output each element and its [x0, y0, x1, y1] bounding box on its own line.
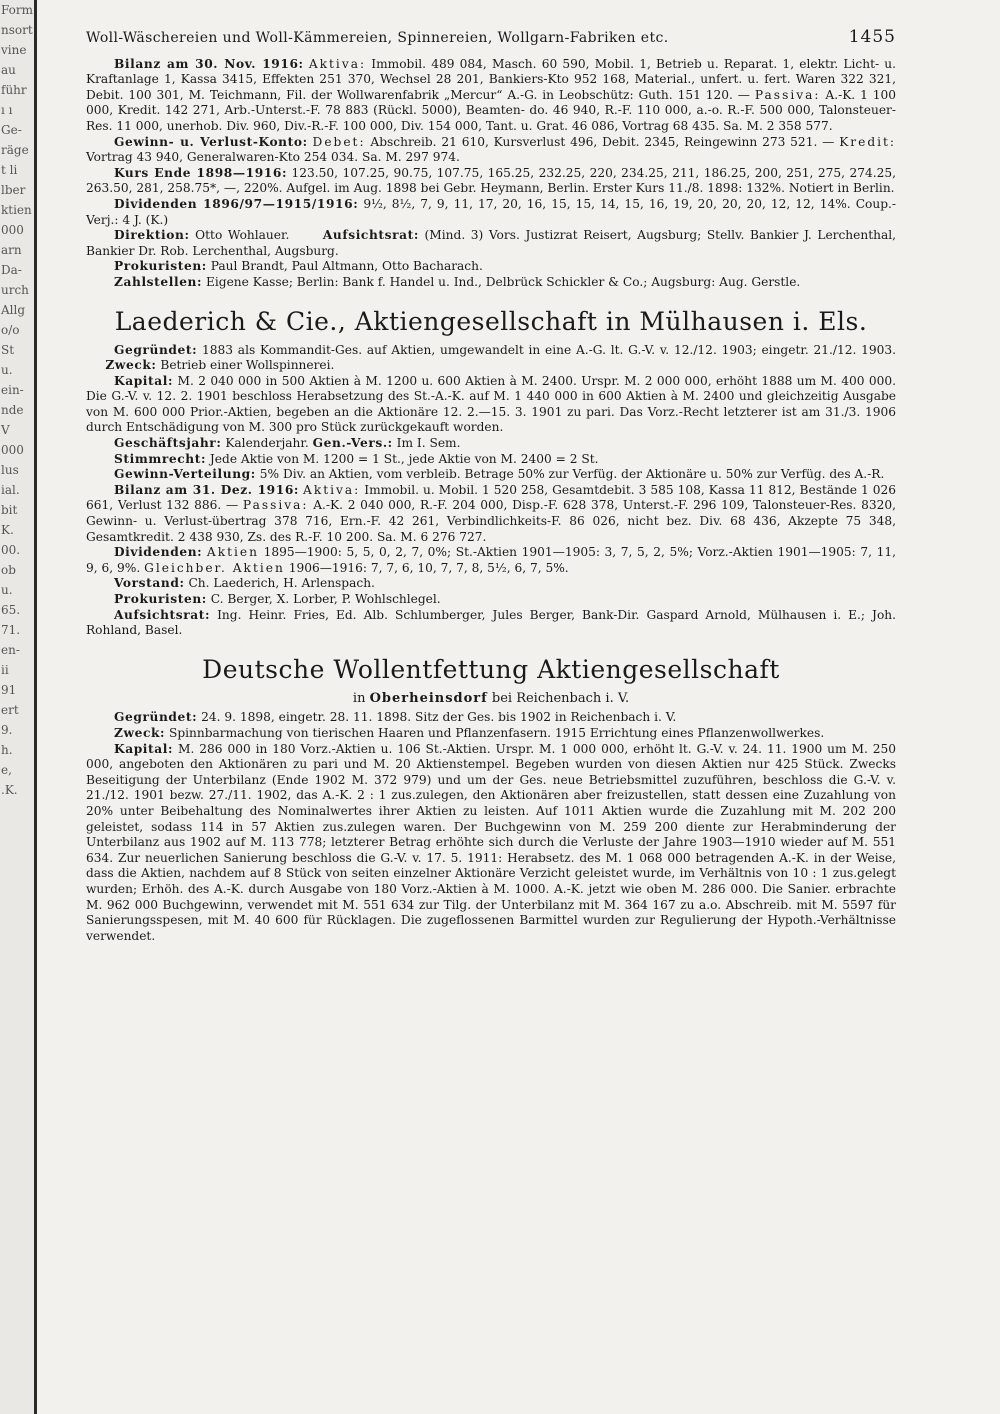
margin-fragment: Form [1, 3, 34, 17]
margin-fragment: lber [1, 183, 26, 197]
page-number: 1455 [848, 27, 896, 47]
running-header [86, 27, 896, 47]
margin-fragment: nsort [1, 23, 33, 37]
s2-company-title: Laederich & Cie., Aktiengesellschaft in Mülhausen i. Els. [114, 306, 868, 336]
margin-fragment: vine [1, 43, 27, 57]
margin-fragment: h. [1, 743, 13, 757]
s1-bilanz: Bilanz am 30. Nov. 1916: Aktiva: Immobil. 489 084, Masch. 60 590, Mobil. 1, Betrieb u. Reparat. 1, elektr. Licht- u. Kraftanlage 1, Kassa 3415, Effekten 251 370, Wechsel 28 201, Bankiers-Kto 952 168, Material., unfert. u. fert. Waren 322 321, Debit. 100 301, M. Teichmann, Fil. der Wollwarenfabrik „Mercur“ A.-G. in Leobschütz: Guth. 151 120. — Passiva: A.-K. 1 100 000, Kredit. 142 271, Arb.-Unterst.-F. 78 883 (Rückl. 5000), Beamten- do. 46 940, R.-F. 110 000, a.-o. R.-F. 500 000, Talonsteuer-Res. 11 000, unerhob. Div. 960, Div.-R.-F. 100 000, Div. 154 000, Tant. u. Grat. 46 086, Vortrag 68 435. Sa. M. 2 358 577. [86, 56, 897, 133]
margin-fragment: e, [1, 763, 12, 777]
margin-fragment: führ [1, 83, 27, 97]
s2-gegruendet: Gegründet: 1883 als Kommandit-Ges. auf Aktien, umgewandelt in eine A.-G. lt. G.-V. v. 12./12. 1903; eingetr. 21./12. 1903. Zweck: Betrieb einer Wollspinnerei. [105, 342, 897, 373]
s1-zahlstellen: Zahlstellen: Eigene Kasse; Berlin: Bank f. Handel u. Ind., Delbrück Schickler & Co.; Augsburg: Aug. Gerstle. [114, 274, 801, 289]
margin-fragment: nde [1, 403, 24, 417]
s2-kapital: Kapital: M. 2 040 000 in 500 Aktien à M. 1200 u. 600 Aktien à M. 2400. Urspr. M. 2 000 000, erhöht 1888 um M. 400 000. Die G.-V. v. 12. 2. 1901 beschloss Herabsetzung des St.-A.-K. auf M. 1 440 000 in 600 Aktien à M. 2400 und gleichzeitig Ausgabe von M. 600 000 Prior.-Aktien, begeben an die Aktionäre 12. 2.—15. 3. 1901 zu pari. Das Vorz.-Recht letzterer ist am 31./3. 1906 durch Entschädigung von M. 300 pro Stück zurückgekauft worden. [86, 373, 897, 435]
margin-fragment: ı ı [1, 103, 13, 117]
margin-fragment: Allg [1, 303, 26, 317]
margin-fragment: räge [1, 143, 29, 157]
s2-gewinnverteilung: Gewinn-Verteilung: 5% Div. an Aktien, vom verbleib. Betrage 50% zur Verfüg. der Aktionäre u. 50% zur Verfüg. des A.-R. [114, 467, 885, 482]
margin-fragment: au [1, 63, 16, 77]
margin-fragment: 00. [1, 543, 21, 557]
margin-fragment: 000 [1, 223, 24, 237]
s3-gegruendet: Gegründet: 24. 9. 1898, eingetr. 28. 11. 1898. Sitz der Ges. bis 1902 in Reichenbach i. V. [114, 710, 677, 725]
margin-fragment: 91 [1, 683, 17, 697]
header-title: Woll-Wäschereien und Woll-Kämmereien, Spinnereien, Wollgarn-Fabriken etc. [86, 30, 669, 46]
margin-fragment: bit [1, 503, 18, 517]
s2-stimmrecht: Stimmrecht: Jede Aktie von M. 1200 = 1 St., jede Aktie von M. 2400 = 2 St. [114, 451, 599, 466]
s1-kurs: Kurs Ende 1898—1916: 123.50, 107.25, 90.75, 107.75, 165.25, 232.25, 220, 234.25, 211, 186.25, 200, 251, 275, 274.25, 263.50, 281, 258.75*, —, 220%. Aufgel. im Aug. 1898 bei Gebr. Heymann, Berlin. Erster Kurs 11./8. 1898: 132%. Notiert in Berlin. [86, 165, 896, 196]
left-margin-strip [0, 0, 37, 1414]
margin-fragment: u. [1, 583, 13, 597]
s2-vorstand: Vorstand: Ch. Laederich, H. Arlenspach. [114, 576, 375, 591]
s2-geschaeftsjahr: Geschäftsjahr: Kalenderjahr. Gen.-Vers.: Im I. Sem. [114, 436, 461, 451]
margin-fragment: K. [1, 523, 14, 537]
s1-prokuristen: Prokuristen: Paul Brandt, Paul Altmann, Otto Bacharach. [114, 259, 483, 274]
margin-fragment: o/o [1, 323, 20, 337]
s1-direktion: Direktion: Otto Wohlauer. Aufsichtsrat: (Mind. 3) Vors. Justizrat Reisert, Augsburg; Stellv. Bankier J. Lerchenthal, Bankier Dr. Rob. Lerchenthal, Augsburg. [86, 228, 897, 258]
s1-dividenden: Dividenden 1896/97—1915/1916: 9½, 8½, 7, 9, 11, 17, 20, 16, 15, 15, 14, 15, 16, 19, 20, 20, 20, 12, 12, 14%. Coup.-Verj.: 4 J. (K.) [86, 196, 897, 227]
margin-fragment: ii [1, 663, 9, 677]
margin-fragment: 000 [1, 443, 24, 457]
s2-bilanz: Bilanz am 31. Dez. 1916: Aktiva: Immobil. u. Mobil. 1 520 258, Gesamtdebit. 3 585 108, Kassa 11 812, Bestände 1 026 661, Verlust 132 886. — Passiva: A.-K. 2 040 000, R.-F. 204 000, Disp.-F. 628 378, Unterst.-F. 296 109, Talonsteuer-Res. 8320, Gewinn- u. Verlust-übertrag 378 716, Ern.-F. 42 261, Verbindlichkeits-F. 86 026, nicht bez. Div. 68 436, Akzepte 75 348, Gesamtkredit. 2 438 930, Zs. des R.-F. 10 200. Sa. M. 6 276 727. [86, 482, 897, 544]
s3-company-title: Deutsche Wollentfettung Aktiengesellschaft [202, 654, 780, 684]
margin-fragment: u. [1, 363, 13, 377]
s2-dividenden: Dividenden: Aktien 1895—1900: 5, 5, 0, 2, 7, 0%; St.-Aktien 1901—1905: 3, 7, 5, 2, 5%; Vorz.-Aktien 1901—1905: 7, 11, 9, 6, 9%. Gleichber. Aktien 1906—1916: 7, 7, 6, 10, 7, 7, 8, 5½, 6, 7, 5%. [86, 545, 896, 575]
margin-fragment: 9. [1, 723, 13, 737]
margin-fragment: ial. [1, 483, 20, 497]
margin-fragment: ktien [1, 203, 32, 217]
margin-fragment: ein- [1, 383, 24, 397]
s2-prokuristen: Prokuristen: C. Berger, X. Lorber, P. Wohlschlegel. [114, 592, 441, 606]
margin-fragment: 65. [1, 603, 21, 617]
margin-fragment: urch [1, 283, 29, 297]
margin-fragment: lus [1, 463, 19, 477]
margin-fragment: V [1, 423, 10, 437]
margin-fragment: arn [1, 243, 22, 257]
s3-subtitle: in Oberheinsdorf bei Reichenbach i. V. [352, 690, 630, 706]
s3-zweck: Zweck: Spinnbarmachung von tierischen Haaren und Pflanzenfasern. 1915 Errichtung eines Pflanzenwollwerkes. [114, 725, 825, 740]
margin-fragment: .K. [1, 783, 18, 797]
margin-fragment: 71. [1, 623, 21, 637]
s3-kapital: Kapital: M. 286 000 in 180 Vorz.-Aktien u. 106 St.-Aktien. Urspr. M. 1 000 000, erhöht lt. G.-V. v. 24. 11. 1900 um M. 250 000, angeboten den Aktionären zu pari und M. 20 Aktienstempel. Begeben wurden von diesen Aktien nur 425 Stück. Zwecks Beseitigung der Unterbilanz (Ende 1902 M. 372 979) und um der Ges. neue Betriebsmittel zuzuführen, beschloss die G.-V. v. 21./12. 1901 bezw. 27./11. 1902, das A.-K. 2 : 1 zus.zulegen, den Aktionären aber freizustellen, statt dessen eine Zuzahlung von 20% unter Beibehaltung des Nominalwertes ihrer Aktien zu leisten. Auf 1011 Aktien wurde die Zuzahlung mit M. 202 200 geleistet, sodass 114 in 57 Aktien zus.zulegen waren. Der Buchgewinn von M. 259 200 diente zur Herabminderung der Unterbilanz aus 1902 auf M. 113 778; letzterer Betrag erhöhte sich durch die Verluste der Jahre 1903—1910 wieder auf M. 551 634. Zur neuerlichen Sanierung beschloss die G.-V. v. 17. 5. 1911: Herabsetz. des M. 1 068 000 betragenden A.-K. in der Weise, dass die Aktien, nachdem auf 8 Stück von seiten einzelner Aktionäre Verzicht geleistet wurde, im Verhältnis von 10 : 1 zus.gelegt wurden; Erhöh. des A.-K. durch Ausgabe von 180 Vorz.-Aktien à M. 1000. A.-K. jetzt wie oben M. 286 000. Die Sanier. erbrachte M. 962 000 Buchgewinn, verwendet mit M. 551 634 zur Tilg. der Unterbilanz mit M. 364 167 zu a.o. Abschreib. mit M. 5597 für Sanierungsspesen, mit M. 40 600 für Rücklagen. Die zugeflossenen Barmittel wurden zur Regulierung der Hypoth.-Verhältnisse verwendet. [86, 741, 897, 943]
margin-fragment: en- [1, 643, 20, 657]
margin-fragment: Ge- [1, 123, 22, 137]
margin-fragment: ob [1, 563, 16, 577]
margin-fragment: St [1, 343, 15, 357]
s1-guv: Gewinn- u. Verlust-Konto: Debet: Abschreib. 21 610, Kursverlust 496, Debit. 2345, Reingewinn 273 521. — Kredit: Vortrag 43 940, Generalwaren-Kto 254 034. Sa. M. 297 974. [86, 134, 897, 165]
s1-bilanz-label: Bilanz am 30. Nov. 1916: [114, 56, 304, 71]
margin-fragment: Da- [1, 263, 22, 277]
margin-fragment: t li [1, 163, 18, 177]
margin-fragment: ert [1, 703, 19, 717]
s2-aufsichtsrat: Aufsichtsrat: Ing. Heinr. Fries, Ed. Alb. Schlumberger, Jules Berger, Bank-Dir. Gaspard Arnold, Mülhausen i. E.; Joh. Rohland, Basel. [86, 607, 896, 638]
page [86, 27, 897, 944]
